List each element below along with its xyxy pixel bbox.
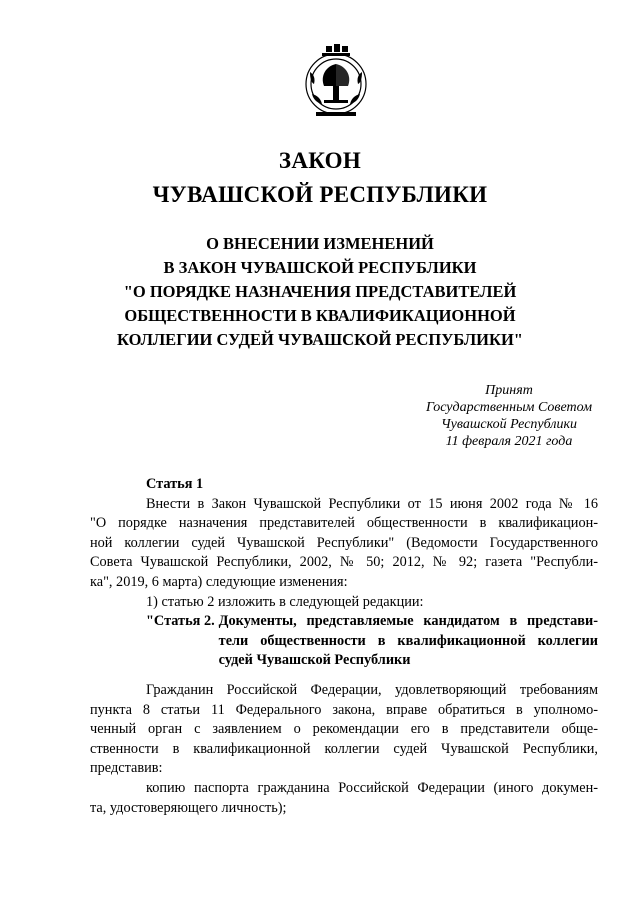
- adoption-line: Принят: [485, 383, 533, 398]
- article2-text-line: пункта 8 статьи 11 Федерального закона, вправе обратиться в уполномо-: [90, 701, 598, 718]
- article2-title-line: Документы, представляемые кандидатом в представи-: [218, 613, 598, 630]
- article1-text-line: Внести в Закон Чувашской Республики от 15 июня 2002 года № 16: [146, 495, 598, 512]
- article2-heading: [118, 612, 598, 671]
- law-subtitle-line: "О ПОРЯДКЕ НАЗНАЧЕНИЯ ПРЕДСТАВИТЕЛЕЙ: [123, 282, 517, 301]
- adoption-note: [410, 382, 608, 450]
- law-subtitle-line: В ЗАКОН ЧУВАШСКОЙ РЕСПУБЛИКИ: [163, 258, 477, 277]
- article1-item1: 1) статью 2 изложить в следующей редакции:: [146, 593, 424, 610]
- article1-text-line: ной коллегии судей Чувашской Республики" (Ведомости Государственного: [90, 534, 598, 551]
- article2-title: [215, 612, 598, 671]
- article2-text-line: ченный орган с заявлением о рекомендации его в представители обще-: [90, 721, 598, 738]
- coat-of-arms-emblem: [296, 42, 376, 120]
- law-subtitle-line: КОЛЛЕГИИ СУДЕЙ ЧУВАШСКОЙ РЕСПУБЛИКИ": [117, 330, 523, 349]
- adoption-line: Чувашской Республики: [441, 417, 577, 432]
- article2-label: "Статья 2.: [146, 613, 215, 630]
- law-subtitle: [0, 232, 640, 352]
- law-body: [90, 475, 598, 818]
- adoption-line: Государственным Советом: [425, 400, 593, 415]
- article2-text-line: Гражданин Российской Федерации, удовлетворяющий требованиям: [146, 681, 598, 698]
- article1-heading: Статья 1: [146, 476, 204, 492]
- law-subtitle-line: ОБЩЕСТВЕННОСТИ В КВАЛИФИКАЦИОННОЙ: [124, 306, 516, 325]
- article2-text-line: представив:: [90, 760, 163, 777]
- article1-text-line: ка", 2019, 6 марта) следующие изменения:: [90, 573, 348, 590]
- law-title-line2: ЧУВАШСКОЙ РЕСПУБЛИКИ: [152, 182, 488, 207]
- article2-text-line: та, удостоверяющего личность);: [90, 799, 287, 816]
- article1-text-line: Совета Чувашской Республики, 2002, № 50; 2012, № 92; газета "Республи-: [90, 554, 598, 571]
- article2-title-line: судей Чувашской Республики: [218, 652, 411, 669]
- article2-text-line: ственности в квалификационной коллегии судей Чувашской Республики,: [90, 740, 598, 757]
- law-subtitle-line: О ВНЕСЕНИИ ИЗМЕНЕНИЙ: [206, 234, 434, 253]
- adoption-line: 11 февраля 2021 года: [445, 434, 573, 449]
- article1-text-line: "О порядке назначения представителей общественности в квалификацион-: [90, 515, 598, 532]
- article2-text-line: копию паспорта гражданина Российской Федерации (иного докумен-: [146, 779, 598, 796]
- law-title-line1: ЗАКОН: [278, 148, 362, 173]
- article2-title-line: тели общественности в квалификационной коллегии: [218, 632, 598, 649]
